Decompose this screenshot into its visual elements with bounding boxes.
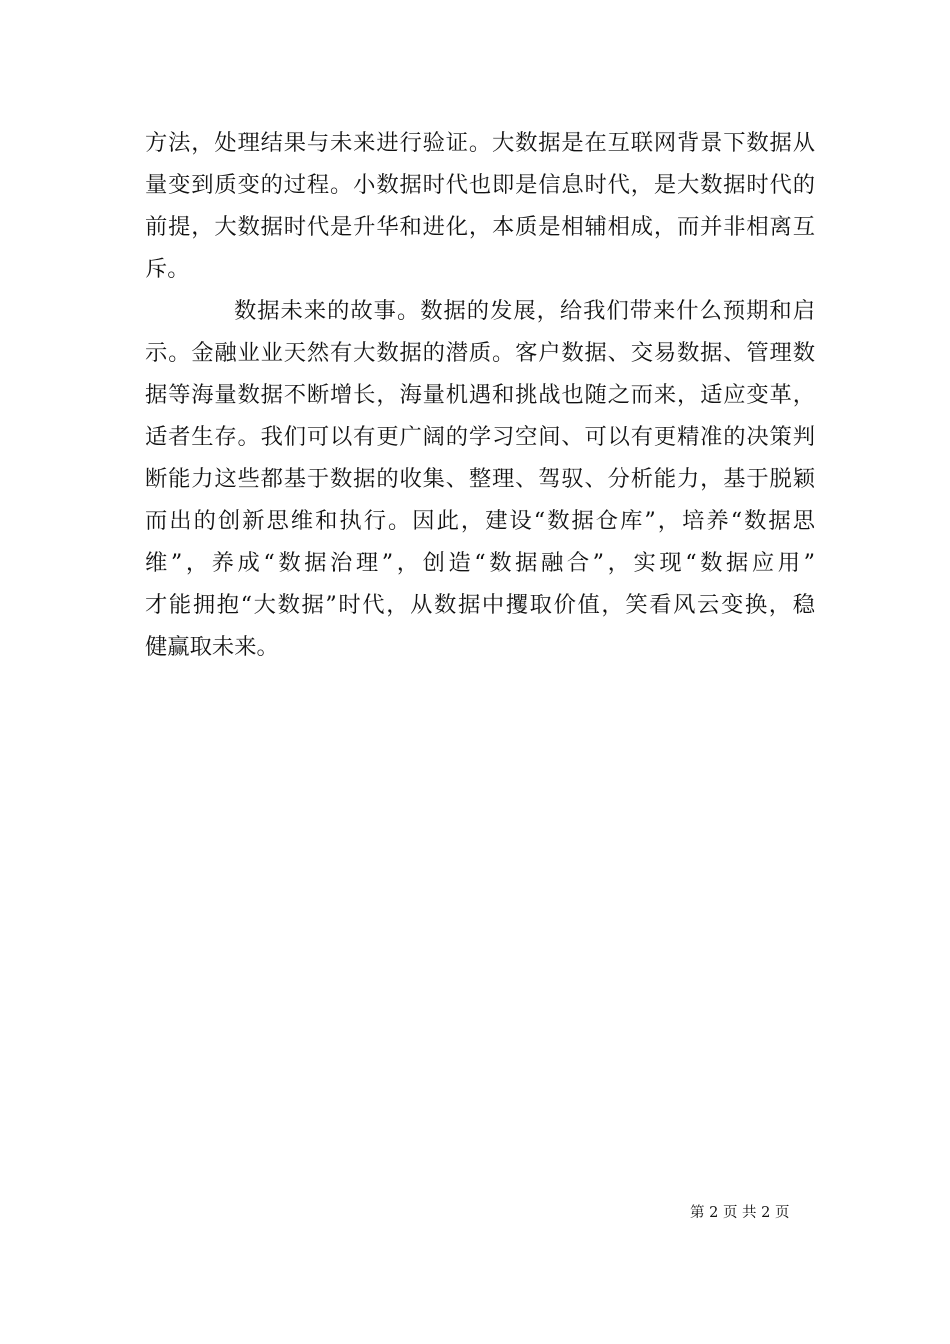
paragraph-2 bbox=[145, 290, 815, 668]
text-line: 才能拥抱“大数据”时代，从数据中攫取价值，笑看风云变换，稳 bbox=[145, 592, 815, 618]
text-line: 断能力这些都基于数据的收集、整理、驾驭、分析能力，基于脱颖 bbox=[145, 466, 815, 492]
text-line: 斥。 bbox=[145, 256, 190, 282]
text-line: 健赢取未来。 bbox=[145, 634, 279, 660]
text-line: 适者生存。我们可以有更广阔的学习空间、可以有更精准的决策判 bbox=[145, 424, 815, 450]
text-line: 示。金融业业天然有大数据的潜质。客户数据、交易数据、管理数 bbox=[145, 340, 815, 366]
page-number-footer: 第 2 页 共 2 页 bbox=[690, 1205, 790, 1221]
text-line: 方法，处理结果与未来进行验证。大数据是在互联网背景下数据从 bbox=[145, 130, 815, 156]
text-line: 前提，大数据时代是升华和进化，本质是相辅相成，而并非相离互 bbox=[145, 214, 815, 240]
text-line: 量变到质变的过程。小数据时代也即是信息时代，是大数据时代的 bbox=[145, 172, 815, 198]
paragraph-1 bbox=[145, 122, 815, 290]
text-line: 据等海量数据不断增长，海量机遇和挑战也随之而来，适应变革， bbox=[145, 382, 815, 408]
text-line: 维”，养成“数据治理”，创造“数据融合”，实现“数据应用” bbox=[145, 550, 815, 576]
body-text bbox=[145, 122, 815, 668]
text-line: 数据未来的故事。数据的发展，给我们带来什么预期和启 bbox=[234, 298, 815, 324]
text-line: 而出的创新思维和执行。因此，建设“数据仓库”，培养“数据思 bbox=[145, 508, 815, 534]
